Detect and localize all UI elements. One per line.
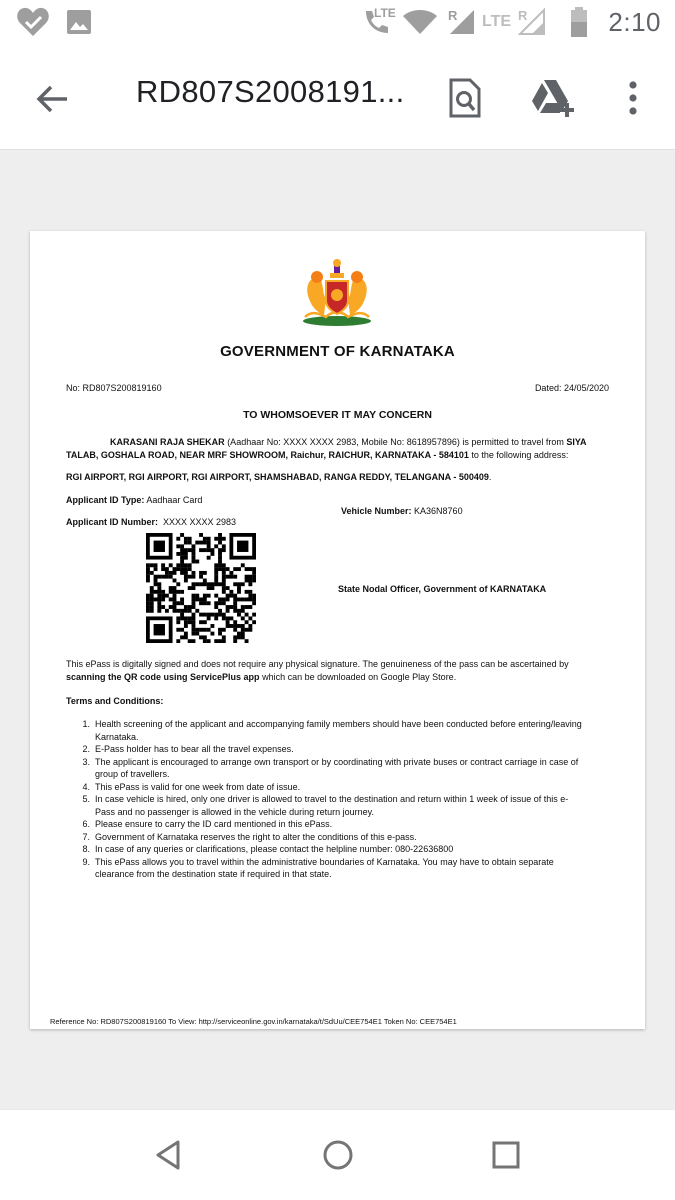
lte-label-2: LTE: [482, 13, 512, 30]
destination-period: .: [488, 472, 492, 482]
document-page: [30, 231, 645, 1029]
permit-paragraph-2: [66, 449, 612, 462]
id-type-row: [66, 494, 202, 507]
term-text: This ePass is valid for one week from date of issue.: [95, 781, 301, 792]
applicant-name: KARASANI RAJA SHEKAR: [110, 437, 225, 447]
nav-back-icon[interactable]: [148, 1135, 188, 1175]
vehicle-label: Vehicle Number:: [341, 506, 412, 516]
destination-address: RGI AIRPORT, RGI AIRPORT, RGI AIRPORT, SHAMSHABAD, RANGA REDDY, TELANGANA - 500409: [66, 472, 489, 482]
from-address-start: SIYA: [566, 437, 587, 447]
signal-r-icon: [448, 0, 476, 44]
term-text: This ePass allows you to travel within the administrative boundaries of Karnataka. You may have to obtain separate clearance from the destination state if required in that state.: [95, 856, 554, 879]
term-item: [66, 743, 612, 756]
roaming-label: R: [448, 8, 458, 23]
arrow-back-icon[interactable]: [30, 77, 74, 121]
qr-code: [146, 533, 256, 643]
term-text: In case vehicle is hired, only one driver is allowed to travel to the destination and return within 1 week of issue of this e- Pass and no passenger is allowed in the vehicle during return journey.: [95, 794, 569, 817]
term-text: Health screening of the applicant and accompanying family members should have been conducted before entering/leaving Karnataka.: [95, 719, 582, 742]
signal-lte-icon: [482, 0, 511, 44]
term-number: 8.: [82, 844, 90, 854]
vehicle-value: KA36N8760: [411, 506, 463, 516]
terms-list: [66, 718, 612, 881]
heart-check-icon: [16, 0, 50, 44]
term-item: [66, 793, 612, 818]
term-item: [66, 843, 612, 856]
status-bar: [0, 0, 675, 44]
digital-signature-note: [66, 658, 612, 683]
term-item: [66, 718, 612, 743]
id-number-value: XXXX XXXX 2983: [158, 517, 237, 527]
term-number: 5.: [82, 794, 90, 804]
nodal-officer: State Nodal Officer, Government of KARNATAKA: [338, 584, 547, 594]
more-vert-icon[interactable]: [610, 75, 656, 121]
nav-home-icon[interactable]: [318, 1135, 358, 1175]
term-item: [66, 781, 612, 794]
destination-line: [66, 471, 612, 484]
clock: 2:10: [608, 6, 661, 37]
find-in-page-icon[interactable]: [442, 75, 488, 121]
digital-note-line2: [66, 671, 612, 684]
term-text: Government of Karnataka reserves the right to alter the conditions of this e-pass.: [95, 831, 417, 842]
digital-note-rest: which can be downloaded on Google Play Store.: [259, 671, 457, 682]
term-number: 6.: [82, 819, 90, 829]
term-number: 9.: [82, 856, 90, 867]
wifi-icon: [402, 0, 438, 44]
term-number: 1.: [82, 719, 90, 729]
term-text: Please ensure to carry the ID card mentioned in this ePass.: [95, 819, 333, 829]
document-title: RD807S2008191...: [136, 74, 405, 109]
id-number-row: [66, 516, 236, 529]
app-bar: [0, 44, 675, 150]
term-item: [66, 818, 612, 831]
nav-recents-icon[interactable]: [486, 1135, 526, 1175]
document-number: No: RD807S200819160: [66, 383, 162, 393]
from-address: TALAB, GOSHALA ROAD, NEAR MRF SHOWROOM, Raichur, RAICHUR, KARNATAKA - 584101: [66, 450, 469, 460]
call-lte-icon: [362, 0, 396, 44]
terms-heading: Terms and Conditions:: [66, 696, 164, 706]
term-item: [66, 831, 612, 844]
navigation-bar: [0, 1109, 675, 1200]
document-date: Dated: 24/05/2020: [534, 383, 609, 393]
vehicle-row: [341, 505, 463, 518]
following-address-text: to the following address:: [468, 450, 569, 460]
digital-note-line1: This ePass is digitally signed and does not require any physical signature. The genuineness of the pass can be ascertained by: [66, 659, 569, 669]
permit-text: (Aadhaar No: XXXX XXXX 2983, Mobile No: 8618957896) is permitted to travel from: [224, 437, 567, 447]
image-icon: [66, 0, 92, 44]
pdf-viewer[interactable]: [0, 151, 675, 1109]
term-item: [66, 756, 612, 781]
add-to-drive-icon[interactable]: [530, 75, 576, 121]
term-number: 2.: [82, 744, 90, 754]
id-number-label: Applicant ID Number:: [66, 517, 159, 527]
term-text: E-Pass holder has to bear all the travel expenses.: [95, 744, 294, 754]
term-text: In case of any queries or clarifications, please contact the helpline number: 080-22636800: [95, 844, 454, 854]
term-text: The applicant is encouraged to arrange own transport or by coordinating with private buses or contract carriage in case of group of travellers.: [95, 756, 579, 779]
id-type-value: Aadhaar Card: [144, 495, 203, 505]
term-item: [66, 856, 612, 881]
term-number: 7.: [82, 831, 90, 842]
term-number: 3.: [82, 756, 90, 767]
government-heading: GOVERNMENT OF KARNATAKA: [220, 343, 455, 360]
id-type-label: Applicant ID Type:: [66, 495, 145, 505]
karnataka-emblem-icon: [300, 257, 374, 327]
term-number: 4.: [82, 781, 90, 792]
battery-icon: [569, 0, 589, 44]
reference-footer: Reference No: RD807S200819160 To View: http://serviceonline.gov.in/karnataka/t/SdUu/CEE754E1 Token No: CEE754E1: [50, 1017, 457, 1026]
signal-r2-icon: [518, 0, 546, 44]
permit-paragraph: [66, 436, 612, 449]
digital-note-bold: scanning the QR code using ServicePlus app: [66, 671, 260, 682]
roaming-label-2: R: [518, 8, 528, 23]
concern-heading: TO WHOMSOEVER IT MAY CONCERN: [243, 409, 432, 421]
lte-label: LTE: [374, 6, 396, 20]
